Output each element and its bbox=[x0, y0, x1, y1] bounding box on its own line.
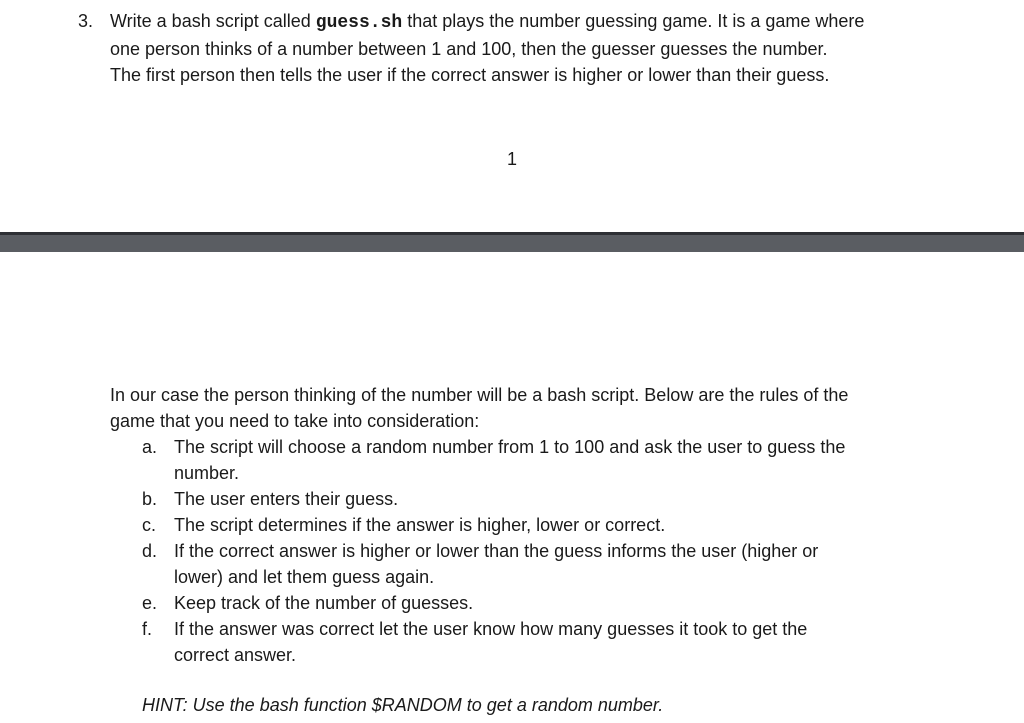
rules-list bbox=[110, 434, 910, 668]
rules-intro-line-2: game that you need to take into consideration: bbox=[110, 411, 480, 431]
rule-marker: f. bbox=[142, 619, 153, 639]
rule-line: If the correct answer is higher or lower than the guess informs the user (higher or bbox=[174, 541, 819, 561]
rule-item-f bbox=[110, 616, 910, 668]
question-line-1 bbox=[110, 8, 910, 36]
rules-intro bbox=[110, 382, 910, 434]
hint-text: HINT: Use the bash function $RANDOM to get a random number. bbox=[142, 695, 664, 715]
question-text bbox=[110, 8, 910, 88]
rule-line: number. bbox=[174, 463, 240, 483]
rule-marker: b. bbox=[142, 489, 158, 509]
rule-item-b bbox=[110, 486, 910, 512]
page-separator bbox=[0, 232, 1024, 252]
question-line-2: one person thinks of a number between 1 and 100, then the guesser guesses the number. bbox=[110, 39, 828, 59]
rule-line: correct answer. bbox=[174, 645, 297, 665]
question-number: 3. bbox=[78, 11, 94, 31]
rule-marker: a. bbox=[142, 437, 158, 457]
rule-marker: d. bbox=[142, 541, 158, 561]
question-line-1-suffix: that plays the number guessing game. It is a game where bbox=[402, 11, 865, 31]
question-line-1-prefix: Write a bash script called bbox=[110, 11, 316, 31]
rule-item-d bbox=[110, 538, 910, 590]
question-line-3: The first person then tells the user if the correct answer is higher or lower than their guess. bbox=[110, 65, 830, 85]
rule-line: lower) and let them guess again. bbox=[174, 567, 435, 587]
rule-marker: c. bbox=[142, 515, 157, 535]
rule-item-e bbox=[110, 590, 910, 616]
document-page-1 bbox=[0, 0, 1024, 232]
rule-marker: e. bbox=[142, 593, 158, 613]
script-filename: guess.sh bbox=[315, 13, 403, 33]
rule-item-c bbox=[110, 512, 910, 538]
rule-line: The script determines if the answer is higher, lower or correct. bbox=[174, 515, 666, 535]
rule-line: If the answer was correct let the user know how many guesses it took to get the bbox=[174, 619, 808, 639]
rule-item-a bbox=[110, 434, 910, 486]
rules-intro-line-1: In our case the person thinking of the number will be a bash script. Below are the rules of the bbox=[110, 385, 849, 405]
rule-line: Keep track of the number of guesses. bbox=[174, 593, 474, 613]
page-number: 1 bbox=[506, 149, 517, 169]
rule-line: The user enters their guess. bbox=[174, 489, 399, 509]
rule-line: The script will choose a random number from 1 to 100 and ask the user to guess the bbox=[174, 437, 846, 457]
